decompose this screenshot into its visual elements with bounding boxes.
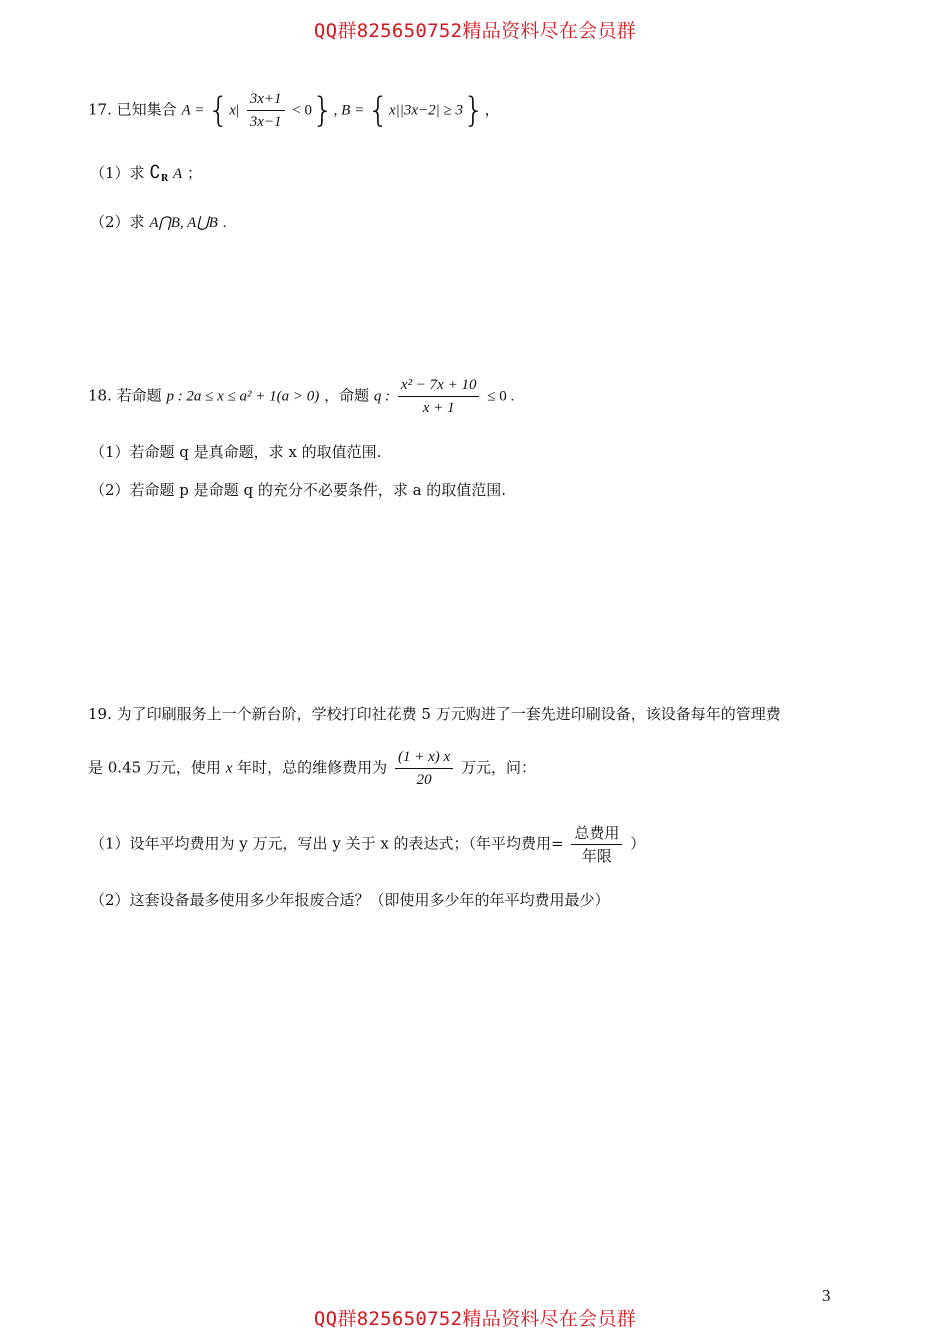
footer-banner: QQ群825650752精品资料尽在会员群 [313,1308,637,1330]
q17-part1-end: ； [187,164,203,182]
q19-part2: （2）这套设备最多使用多少年报废合适？（即使用多少年的年平均费用最少） [90,891,610,909]
q19-cost-fraction [395,748,453,789]
q17-set-a-name: A [181,102,191,119]
q19-line2-post: 万元，问： [460,758,536,777]
q17-set-b-body: x||3x−2| ≥ 3 [388,102,463,119]
q18-statement [88,376,514,417]
q19-part1 [90,824,645,865]
q19-part1-end: ） [630,834,646,853]
q17-number: 17. [88,100,112,119]
q18-q-fraction [398,376,480,417]
q18-part1: （1）若命题 q 是真命题，求 x 的取值范围. [90,443,382,461]
q17-complement-subscript: R [160,174,169,184]
q18-q-numerator: x² − 7x + 10 [398,376,480,397]
q19-number: 19. [88,705,112,723]
q19-avg-fraction [571,824,622,865]
q17-set-b-name: B [341,102,351,119]
q18-q-label: q : [373,388,391,405]
q19-line2-var: x [225,760,233,777]
q18-number: 18. [88,386,112,405]
q18-mid: ，命题 [324,386,370,405]
header-banner: QQ群825650752精品资料尽在会员群 [313,20,637,42]
q19-cost-denominator: 20 [416,772,432,788]
q17-set-a-denominator: 3x−1 [249,114,282,130]
q17-part1-set: A [173,166,183,182]
q19-line1 [88,704,781,724]
q17-intro: 已知集合 [116,100,177,119]
q19-cost-numerator: (1 + x) x [395,748,453,769]
q17-set-a-numerator: 3x+1 [247,90,285,111]
q17-part2-expr: A⋂B, A⋃B [149,215,218,231]
q19-part1-text: （1）设年平均费用为 y 万元，写出 y 关于 x 的表达式；（年平均费用= [90,834,564,853]
q19-avg-numerator: 总费用 [571,824,622,845]
q17-set-a-cond: < 0 [292,102,312,119]
q19-avg-denominator: 年限 [581,847,612,865]
q19-line2-mid: 年时，总的维修费用为 [237,758,388,777]
q19-line1-text: 为了印刷服务上一个新台阶，学校打印社花费 5 万元购进了一套先进印刷设备，该设备每年的管理费 [116,705,781,723]
q17-part2-label: （2）求 [90,213,145,231]
q17-set-a-var: x [229,102,236,119]
q19-line2 [88,748,536,789]
q18-intro: 若命题 [116,386,162,405]
q18-q-denominator: x + 1 [422,400,455,416]
q18-p-expr: p : 2a ≤ x ≤ a² + 1(a > 0) [166,388,320,405]
q18-q-cond: ≤ 0 . [487,388,515,405]
q19-line2-pre: 是 0.45 万元，使用 [88,758,221,777]
q17-statement: 17. 已知集合 A = {x| $\frac{3x+1}{3x-1}$ < 0}, B = {x||3x−2| ≥ 3}， [88,90,500,131]
q17-part1 [90,162,202,189]
page-number: 3 [822,1286,831,1305]
q17-part2 [90,212,226,233]
q17-part2-end: . [222,215,227,231]
q17-complement-symbol: ∁ [149,162,161,182]
q17-part1-label: （1）求 [90,164,145,182]
q17-set-a-fraction [247,90,285,131]
q18-part2: （2）若命题 p 是命题 q 的充分不必要条件，求 a 的取值范围. [90,481,507,499]
